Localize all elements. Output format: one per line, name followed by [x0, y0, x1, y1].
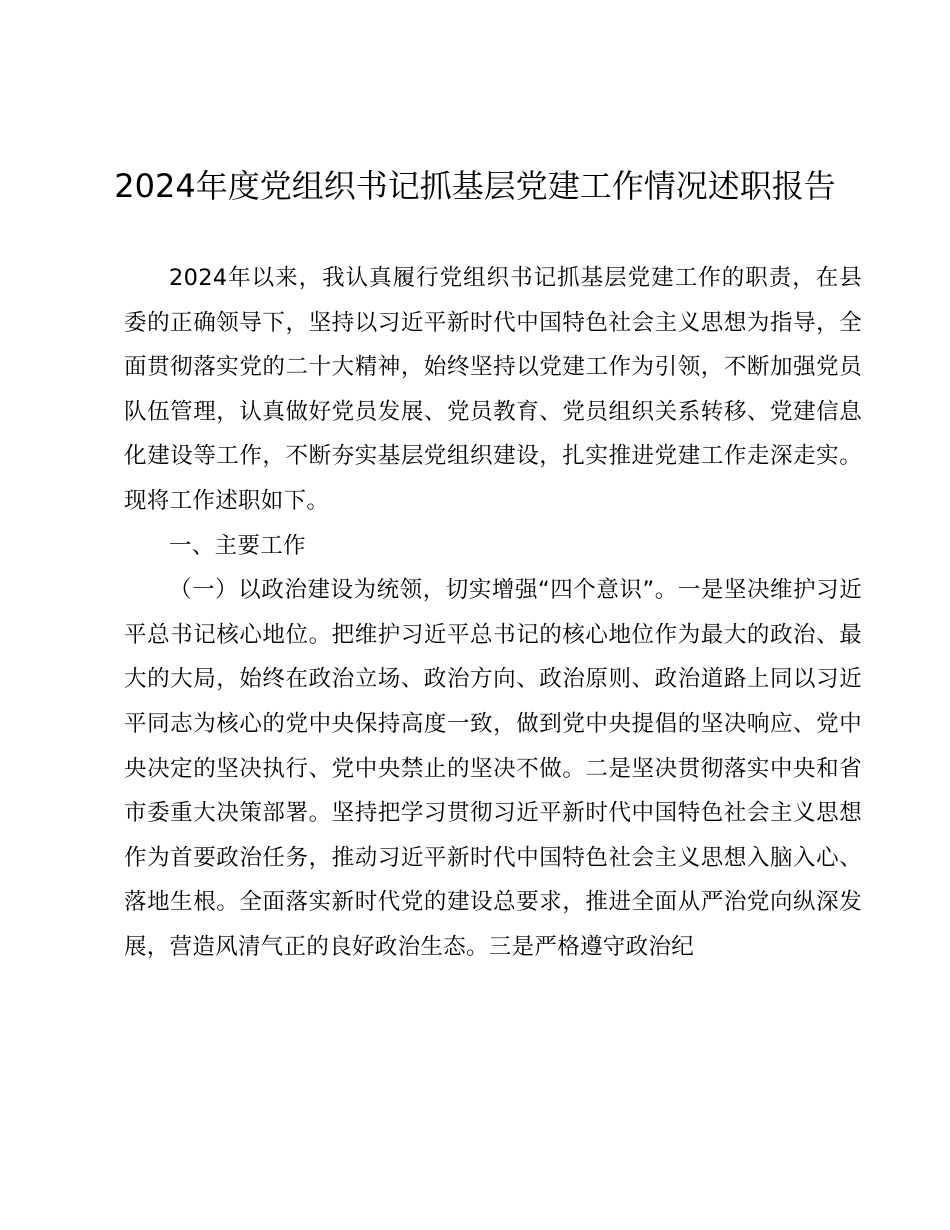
document-body — [124, 256, 862, 970]
section-paragraph: （一）以政治建设为统领，切实增强“四个意识”。一是坚决维护习近平总书记核心地位。把维护习近平总书记的核心地位作为最大的政治、最大的大局，始终在政治立场、政治方向、政治原则、政治道路上同以习近平同志为核心的党中央保持高度一致，做到党中央提倡的坚决响应、党中央决定的坚决执行、党中央禁止的坚决不做。二是坚决贯彻落实中央和省市委重大决策部署。坚持把学习贯彻习近平新时代中国特色社会主义思想作为首要政治任务，推动习近平新时代中国特色社会主义思想入脑入心、落地生根。全面落实新时代党的建设总要求，推进全面从严治党向纵深发展，营造风清气正的良好政治生态。三是严格遵守政治纪 — [124, 577, 862, 960]
document-title: 2024年度党组织书记抓基层党建工作情况述职报告 — [114, 167, 836, 205]
section-heading: 一、主要工作 — [169, 532, 306, 559]
intro-paragraph: 2024年以来，我认真履行党组织书记抓基层党建工作的职责，在县委的正确领导下，坚持以习近平新时代中国特色社会主义思想为指导，全面贯彻落实党的二十大精神，始终坚持以党建工作为引领，不断加强党员队伍管理，认真做好党员发展、党员教育、党员组织关系转移、党建信息化建设等工作，不断夯实基层党组织建设，扎实推进党建工作走深走实。现将工作述职如下。 — [124, 265, 862, 514]
